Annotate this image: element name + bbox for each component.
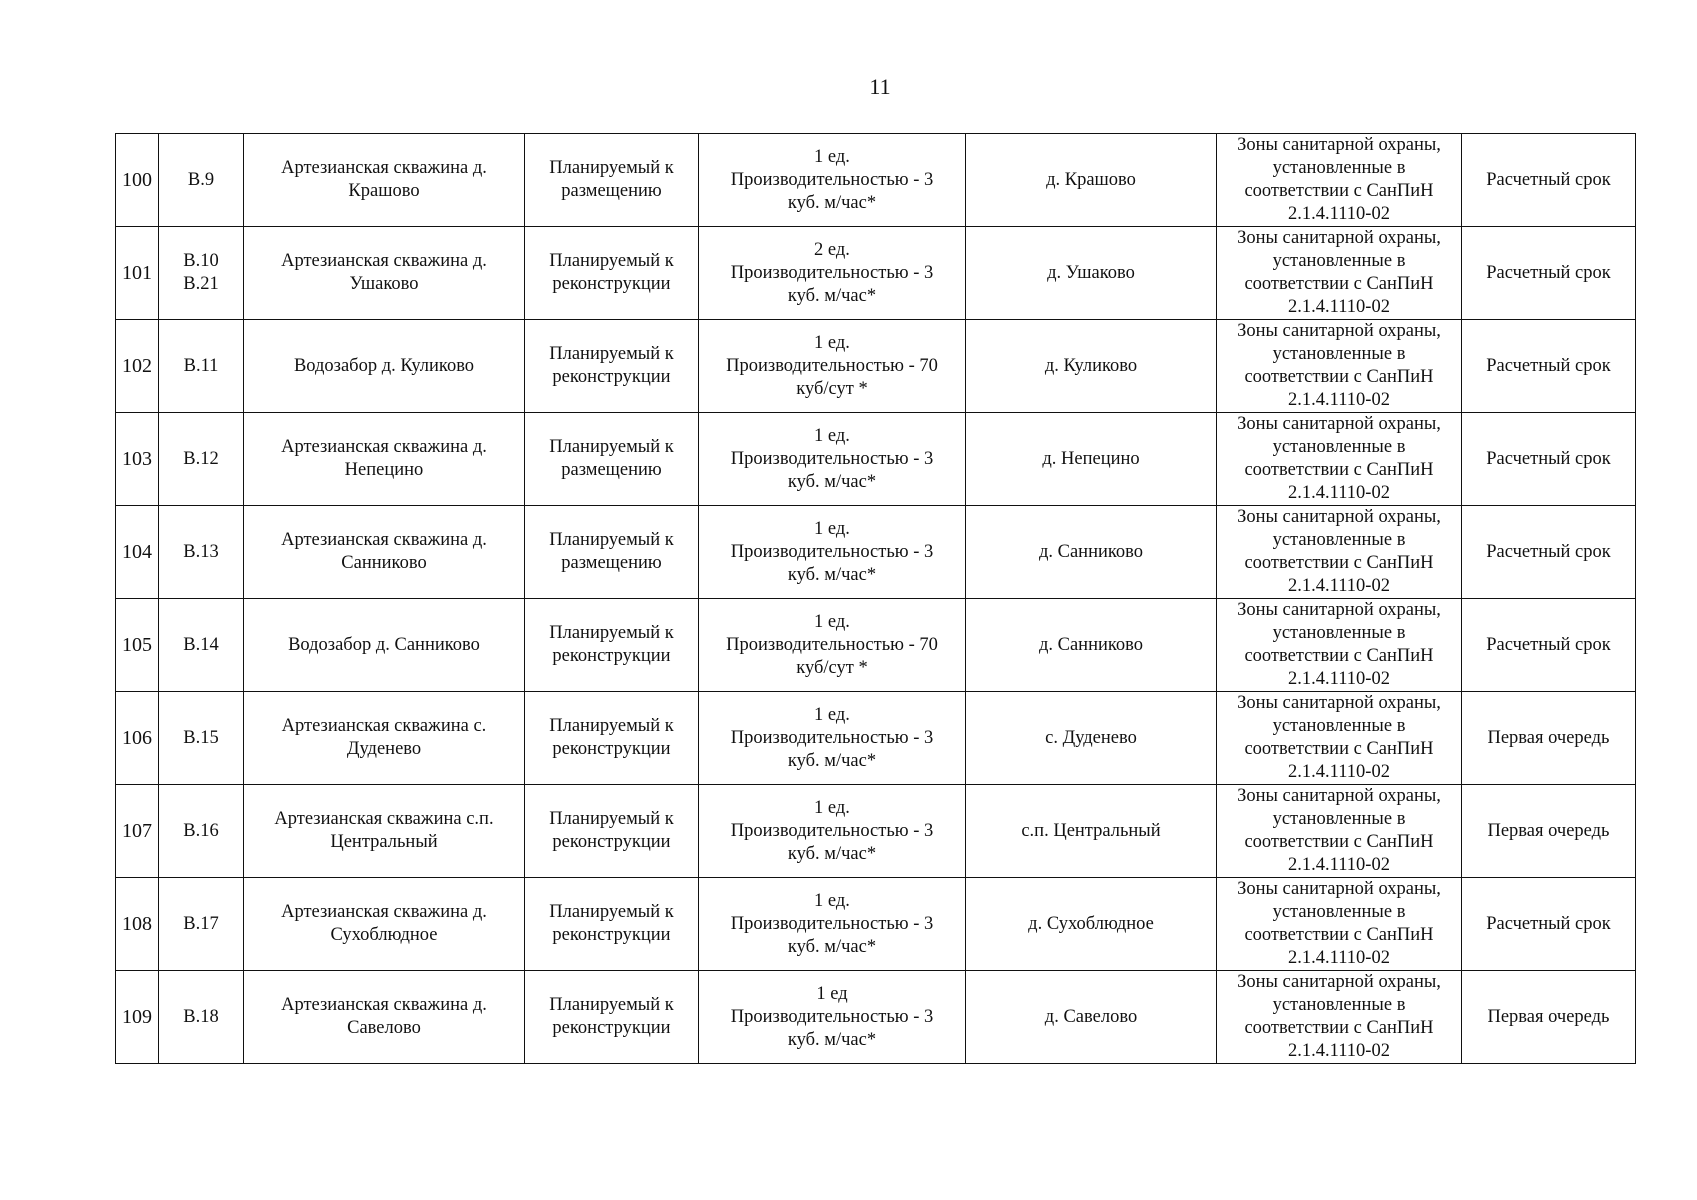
page-number: 11 — [869, 74, 891, 99]
object-name-cell: Водозабор д. Куликово — [244, 320, 525, 413]
object-name-cell: Артезианская скважина д. Савелово — [244, 971, 525, 1064]
table-row — [116, 692, 1636, 785]
table-row — [116, 785, 1636, 878]
object-name-cell: Артезианская скважина с.п. Центральный — [244, 785, 525, 878]
object-name-cell: Артезианская скважина д. Ушаково — [244, 227, 525, 320]
implementation-term-cell: Расчетный срок — [1462, 878, 1636, 971]
capacity-cell: 1 ед. Производительностью - 3 куб. м/час* — [699, 785, 966, 878]
location-cell: с.п. Центральный — [966, 785, 1217, 878]
implementation-term-cell: Расчетный срок — [1462, 134, 1636, 227]
object-code-cell: В.13 — [159, 506, 244, 599]
protection-zone-cell: Зоны санитарной охраны, установленные в соответствии с СанПиН 2.1.4.1110-02 — [1217, 134, 1462, 227]
row-number-cell: 100 — [116, 134, 159, 227]
row-number-cell: 101 — [116, 227, 159, 320]
object-status-cell: Планируемый к размещению — [525, 134, 699, 227]
object-status-cell: Планируемый к реконструкции — [525, 227, 699, 320]
location-cell: д. Крашово — [966, 134, 1217, 227]
object-code-cell: В.16 — [159, 785, 244, 878]
object-status-cell: Планируемый к размещению — [525, 413, 699, 506]
implementation-term-cell: Расчетный срок — [1462, 320, 1636, 413]
location-cell: д. Ушаково — [966, 227, 1217, 320]
capacity-cell: 1 ед. Производительностью - 3 куб. м/час* — [699, 134, 966, 227]
protection-zone-cell: Зоны санитарной охраны, установленные в соответствии с СанПиН 2.1.4.1110-02 — [1217, 692, 1462, 785]
protection-zone-cell: Зоны санитарной охраны, установленные в соответствии с СанПиН 2.1.4.1110-02 — [1217, 227, 1462, 320]
implementation-term-cell: Расчетный срок — [1462, 599, 1636, 692]
object-status-cell: Планируемый к реконструкции — [525, 785, 699, 878]
location-cell: д. Непецино — [966, 413, 1217, 506]
row-number-cell: 104 — [116, 506, 159, 599]
row-number-cell: 108 — [116, 878, 159, 971]
protection-zone-cell: Зоны санитарной охраны, установленные в соответствии с СанПиН 2.1.4.1110-02 — [1217, 971, 1462, 1064]
object-code-cell: В.12 — [159, 413, 244, 506]
implementation-term-cell: Расчетный срок — [1462, 227, 1636, 320]
capacity-cell: 1 ед. Производительностью - 70 куб/сут * — [699, 320, 966, 413]
capacity-cell: 1 ед Производительностью - 3 куб. м/час* — [699, 971, 966, 1064]
protection-zone-cell: Зоны санитарной охраны, установленные в соответствии с СанПиН 2.1.4.1110-02 — [1217, 878, 1462, 971]
protection-zone-cell: Зоны санитарной охраны, установленные в соответствии с СанПиН 2.1.4.1110-02 — [1217, 506, 1462, 599]
capacity-cell: 1 ед. Производительностью - 3 куб. м/час* — [699, 506, 966, 599]
object-status-cell: Планируемый к размещению — [525, 506, 699, 599]
table-row — [116, 971, 1636, 1064]
protection-zone-cell: Зоны санитарной охраны, установленные в соответствии с СанПиН 2.1.4.1110-02 — [1217, 785, 1462, 878]
capacity-cell: 1 ед. Производительностью - 3 куб. м/час* — [699, 878, 966, 971]
water-objects-table — [115, 133, 1636, 1064]
location-cell: с. Дуденево — [966, 692, 1217, 785]
object-name-cell: Артезианская скважина д. Санниково — [244, 506, 525, 599]
implementation-term-cell: Расчетный срок — [1462, 413, 1636, 506]
capacity-cell: 2 ед. Производительностью - 3 куб. м/час* — [699, 227, 966, 320]
table-row — [116, 227, 1636, 320]
protection-zone-cell: Зоны санитарной охраны, установленные в соответствии с СанПиН 2.1.4.1110-02 — [1217, 599, 1462, 692]
table-row — [116, 878, 1636, 971]
table-row — [116, 599, 1636, 692]
table-row — [116, 320, 1636, 413]
object-status-cell: Планируемый к реконструкции — [525, 599, 699, 692]
object-name-cell: Артезианская скважина д. Крашово — [244, 134, 525, 227]
object-name-cell: Артезианская скважина с. Дуденево — [244, 692, 525, 785]
row-number-cell: 103 — [116, 413, 159, 506]
object-status-cell: Планируемый к реконструкции — [525, 878, 699, 971]
implementation-term-cell: Расчетный срок — [1462, 506, 1636, 599]
object-code-cell: В.10 В.21 — [159, 227, 244, 320]
protection-zone-cell: Зоны санитарной охраны, установленные в соответствии с СанПиН 2.1.4.1110-02 — [1217, 413, 1462, 506]
location-cell: д. Куликово — [966, 320, 1217, 413]
capacity-cell: 1 ед. Производительностью - 3 куб. м/час* — [699, 692, 966, 785]
location-cell: д. Савелово — [966, 971, 1217, 1064]
object-status-cell: Планируемый к реконструкции — [525, 692, 699, 785]
object-code-cell: В.17 — [159, 878, 244, 971]
object-status-cell: Планируемый к реконструкции — [525, 320, 699, 413]
object-code-cell: В.11 — [159, 320, 244, 413]
object-name-cell: Водозабор д. Санниково — [244, 599, 525, 692]
object-code-cell: В.9 — [159, 134, 244, 227]
implementation-term-cell: Первая очередь — [1462, 971, 1636, 1064]
location-cell: д. Сухоблюдное — [966, 878, 1217, 971]
object-name-cell: Артезианская скважина д. Сухоблюдное — [244, 878, 525, 971]
object-status-cell: Планируемый к реконструкции — [525, 971, 699, 1064]
object-code-cell: В.18 — [159, 971, 244, 1064]
protection-zone-cell: Зоны санитарной охраны, установленные в соответствии с СанПиН 2.1.4.1110-02 — [1217, 320, 1462, 413]
table-row — [116, 413, 1636, 506]
object-name-cell: Артезианская скважина д. Непецино — [244, 413, 525, 506]
row-number-cell: 102 — [116, 320, 159, 413]
object-code-cell: В.15 — [159, 692, 244, 785]
table-row — [116, 134, 1636, 227]
capacity-cell: 1 ед. Производительностью - 70 куб/сут * — [699, 599, 966, 692]
row-number-cell: 105 — [116, 599, 159, 692]
table-row — [116, 506, 1636, 599]
location-cell: д. Санниково — [966, 599, 1217, 692]
capacity-cell: 1 ед. Производительностью - 3 куб. м/час* — [699, 413, 966, 506]
location-cell: д. Санниково — [966, 506, 1217, 599]
row-number-cell: 106 — [116, 692, 159, 785]
row-number-cell: 109 — [116, 971, 159, 1064]
implementation-term-cell: Первая очередь — [1462, 692, 1636, 785]
table-body — [116, 134, 1636, 1064]
object-code-cell: В.14 — [159, 599, 244, 692]
row-number-cell: 107 — [116, 785, 159, 878]
implementation-term-cell: Первая очередь — [1462, 785, 1636, 878]
